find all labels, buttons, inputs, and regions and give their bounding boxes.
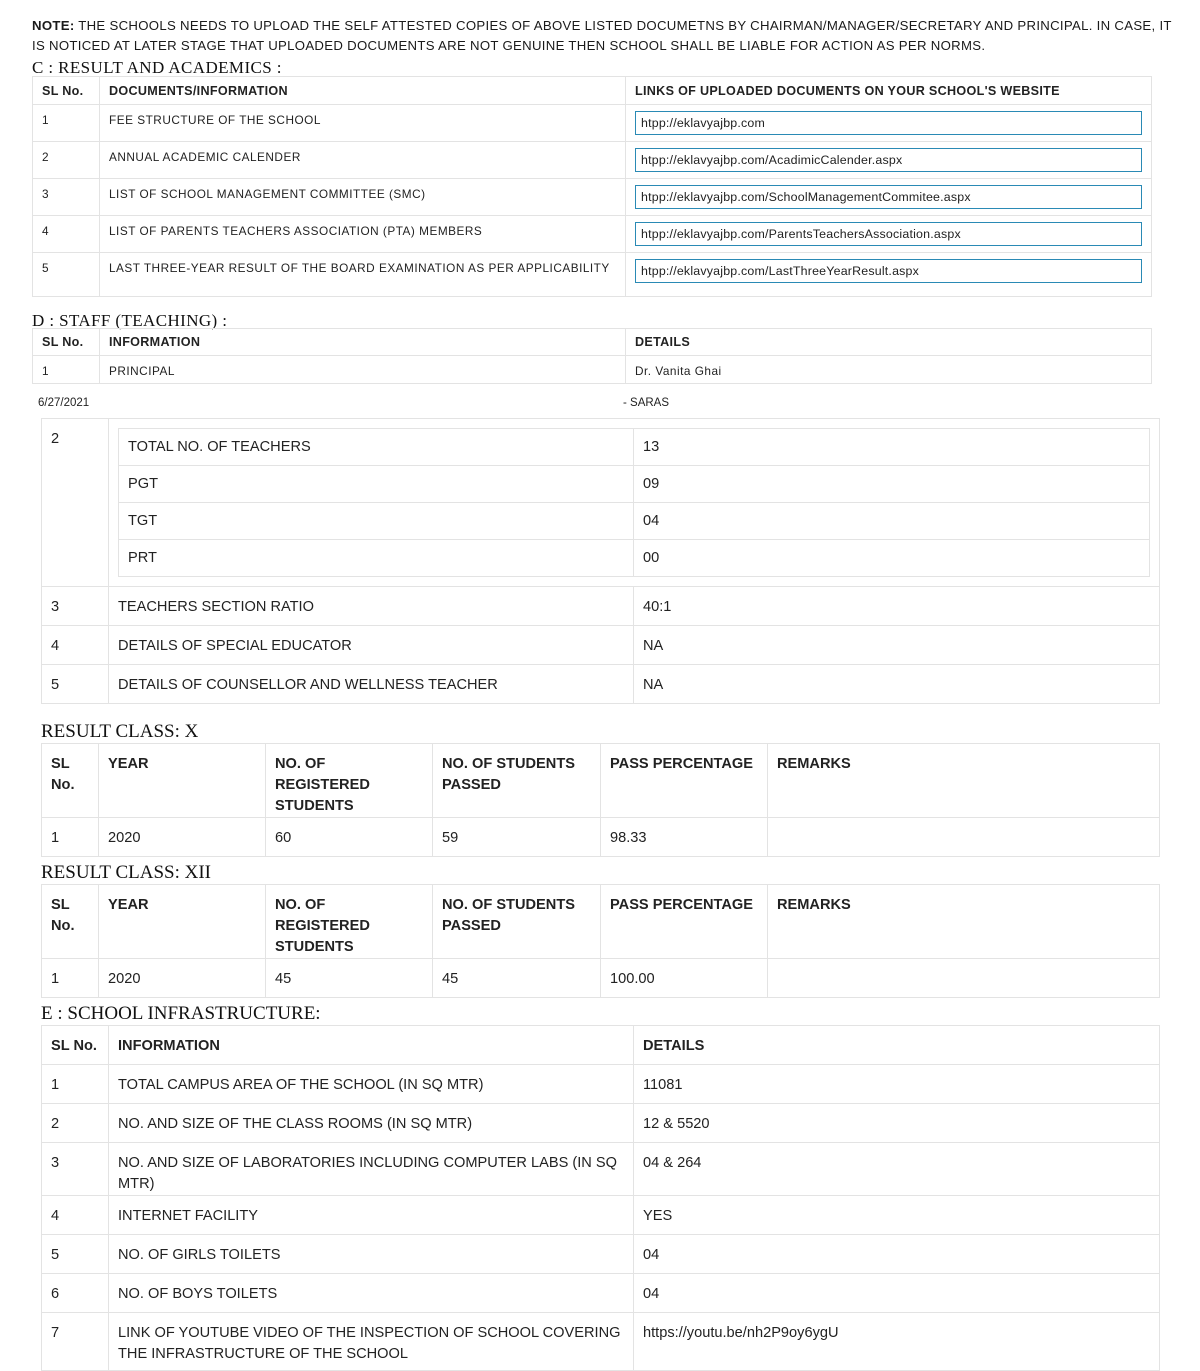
link-field[interactable]: htpp://eklavyajbp.com <box>635 111 1142 135</box>
row-passed: 59 <box>433 818 601 857</box>
note-label: NOTE: <box>32 18 75 33</box>
row-information: NO. AND SIZE OF LABORATORIES INCLUDING COMPUTER LABS (IN SQ MTR) <box>109 1143 634 1196</box>
row-detail: 11081 <box>634 1065 1160 1104</box>
row-sl: 4 <box>42 1196 109 1235</box>
table-row <box>119 429 1150 466</box>
row-year: 2020 <box>99 959 266 998</box>
row-information: DETAILS OF COUNSELLOR AND WELLNESS TEACHER <box>109 665 634 704</box>
col-header-sl: SL No. <box>33 77 100 105</box>
row-registered: 60 <box>266 818 433 857</box>
table-row <box>42 1274 1160 1313</box>
result-class-xii-table <box>41 884 1160 998</box>
row-sl: 1 <box>33 105 100 142</box>
table-row <box>42 626 1160 665</box>
table-row <box>33 216 1152 253</box>
teacher-value: 04 <box>634 503 1150 540</box>
row-detail: 40:1 <box>634 587 1160 626</box>
table-header-row <box>33 329 1152 356</box>
table-row <box>33 142 1152 179</box>
section-e-title: E : SCHOOL INFRASTRUCTURE: <box>41 1003 321 1024</box>
row-sl: 5 <box>42 665 109 704</box>
table-row <box>42 1313 1160 1371</box>
row-information: INTERNET FACILITY <box>109 1196 634 1235</box>
teacher-value: 00 <box>634 540 1150 577</box>
result-class-x-table <box>41 743 1160 857</box>
col-header-passed: NO. OF STUDENTS PASSED <box>433 885 601 959</box>
table-row <box>33 179 1152 216</box>
table-row <box>42 587 1160 626</box>
link-field[interactable]: htpp://eklavyajbp.com/SchoolManagementCommitee.aspx <box>635 185 1142 209</box>
teacher-value: 09 <box>634 466 1150 503</box>
upload-note <box>32 16 1172 56</box>
row-sl: 3 <box>42 1143 109 1196</box>
teacher-label: TOTAL NO. OF TEACHERS <box>119 429 634 466</box>
row-sl: 4 <box>42 626 109 665</box>
row-detail: 04 <box>634 1235 1160 1274</box>
staff-teaching-table-continued <box>41 418 1160 704</box>
col-header-year: YEAR <box>99 744 266 818</box>
col-header-remarks: REMARKS <box>768 744 1160 818</box>
col-header-details: DETAILS <box>634 1026 1160 1065</box>
table-header-row <box>42 744 1160 818</box>
col-header-details: DETAILS <box>626 329 1152 356</box>
table-row <box>33 356 1152 384</box>
row-sl: 1 <box>42 959 99 998</box>
col-header-sl: SL No. <box>42 885 99 959</box>
row-sl: 4 <box>33 216 100 253</box>
col-header-registered: NO. OF REGISTERED STUDENTS <box>266 885 433 959</box>
row-sl: 6 <box>42 1274 109 1313</box>
result-academics-table <box>32 76 1152 297</box>
youtube-link[interactable]: https://youtu.be/nh2P9oy6ygU <box>634 1313 1160 1371</box>
table-row <box>33 253 1152 297</box>
table-row <box>42 959 1160 998</box>
row-sl: 1 <box>42 818 99 857</box>
col-header-remarks: REMARKS <box>768 885 1160 959</box>
teacher-label: PRT <box>119 540 634 577</box>
row-information: LINK OF YOUTUBE VIDEO OF THE INSPECTION OF SCHOOL COVERING THE INFRASTRUCTURE OF THE SCHOOL <box>109 1313 634 1371</box>
teacher-label: PGT <box>119 466 634 503</box>
row-percentage: 98.33 <box>601 818 768 857</box>
row-information: PRINCIPAL <box>100 356 626 384</box>
teachers-count-cell <box>109 419 1160 587</box>
row-detail: NA <box>634 626 1160 665</box>
table-row <box>119 503 1150 540</box>
school-infrastructure-table <box>41 1025 1160 1371</box>
result-xii-title: RESULT CLASS: XII <box>41 862 211 883</box>
teachers-count-table <box>118 428 1150 577</box>
row-sl: 2 <box>42 1104 109 1143</box>
row-information: NO. AND SIZE OF THE CLASS ROOMS (IN SQ MTR) <box>109 1104 634 1143</box>
table-row <box>42 1143 1160 1196</box>
link-field[interactable]: htpp://eklavyajbp.com/LastThreeYearResult.aspx <box>635 259 1142 283</box>
table-header-row <box>33 77 1152 105</box>
row-year: 2020 <box>99 818 266 857</box>
row-sl: 1 <box>33 356 100 384</box>
table-row <box>42 1065 1160 1104</box>
row-information: DETAILS OF SPECIAL EDUCATOR <box>109 626 634 665</box>
row-sl: 7 <box>42 1313 109 1371</box>
table-row <box>42 1196 1160 1235</box>
col-header-registered: NO. OF REGISTERED STUDENTS <box>266 744 433 818</box>
row-information: TEACHERS SECTION RATIO <box>109 587 634 626</box>
table-row <box>42 665 1160 704</box>
col-header-sl: SL No. <box>42 744 99 818</box>
row-document: ANNUAL ACADEMIC CALENDER <box>100 142 626 179</box>
result-x-title: RESULT CLASS: X <box>41 721 199 742</box>
col-header-year: YEAR <box>99 885 266 959</box>
row-information: NO. OF BOYS TOILETS <box>109 1274 634 1313</box>
col-header-information: INFORMATION <box>100 329 626 356</box>
row-sl: 2 <box>42 419 109 587</box>
table-row <box>42 1104 1160 1143</box>
row-passed: 45 <box>433 959 601 998</box>
row-information: NO. OF GIRLS TOILETS <box>109 1235 634 1274</box>
col-header-documents: DOCUMENTS/INFORMATION <box>100 77 626 105</box>
row-sl: 5 <box>42 1235 109 1274</box>
row-detail: 04 & 264 <box>634 1143 1160 1196</box>
table-header-row <box>42 885 1160 959</box>
row-registered: 45 <box>266 959 433 998</box>
teacher-value: 13 <box>634 429 1150 466</box>
section-c-title: C : RESULT AND ACADEMICS : <box>32 58 282 77</box>
row-sl: 3 <box>42 587 109 626</box>
col-header-percentage: PASS PERCENTAGE <box>601 744 768 818</box>
col-header-sl: SL No. <box>42 1026 109 1065</box>
table-row <box>119 540 1150 577</box>
row-detail: 12 & 5520 <box>634 1104 1160 1143</box>
col-header-links: LINKS OF UPLOADED DOCUMENTS ON YOUR SCHOOL'S WEBSITE <box>626 77 1152 105</box>
row-sl: 1 <box>42 1065 109 1104</box>
table-row <box>119 466 1150 503</box>
table-row <box>42 818 1160 857</box>
row-sl: 2 <box>33 142 100 179</box>
col-header-passed: NO. OF STUDENTS PASSED <box>433 744 601 818</box>
col-header-sl: SL No. <box>33 329 100 356</box>
teacher-label: TGT <box>119 503 634 540</box>
row-remarks <box>768 818 1160 857</box>
link-field[interactable]: htpp://eklavyajbp.com/AcadimicCalender.aspx <box>635 148 1142 172</box>
row-detail: Dr. Vanita Ghai <box>626 356 1152 384</box>
row-document: FEE STRUCTURE OF THE SCHOOL <box>100 105 626 142</box>
row-document: LIST OF PARENTS TEACHERS ASSOCIATION (PTA) MEMBERS <box>100 216 626 253</box>
print-date: 6/27/2021 <box>38 397 90 409</box>
row-document: LAST THREE-YEAR RESULT OF THE BOARD EXAMINATION AS PER APPLICABILITY <box>100 253 626 297</box>
note-text: THE SCHOOLS NEEDS TO UPLOAD THE SELF ATTESTED COPIES OF ABOVE LISTED DOCUMETNS BY CHAIRMAN/MANAGER/SECRETARY AND PRINCIPAL. IN CASE, IT IS NOTICED AT LATER STAGE THAT UPLOADED DOCUMENTS ARE NOT GENUINE THEN SCHOOL SHALL BE LIABLE FOR ACTION AS PER NORMS. <box>32 18 1172 53</box>
print-site: - SARAS <box>623 397 670 409</box>
row-sl: 3 <box>33 179 100 216</box>
staff-teaching-table <box>32 328 1152 384</box>
table-row <box>33 105 1152 142</box>
row-detail: 04 <box>634 1274 1160 1313</box>
row-percentage: 100.00 <box>601 959 768 998</box>
row-sl: 5 <box>33 253 100 297</box>
row-information: TOTAL CAMPUS AREA OF THE SCHOOL (IN SQ MTR) <box>109 1065 634 1104</box>
row-remarks <box>768 959 1160 998</box>
table-row <box>42 1235 1160 1274</box>
col-header-information: INFORMATION <box>109 1026 634 1065</box>
row-document: LIST OF SCHOOL MANAGEMENT COMMITTEE (SMC) <box>100 179 626 216</box>
row-detail: NA <box>634 665 1160 704</box>
link-field[interactable]: htpp://eklavyajbp.com/ParentsTeachersAssociation.aspx <box>635 222 1142 246</box>
table-header-row <box>42 1026 1160 1065</box>
section-d-title: D : STAFF (TEACHING) : <box>32 311 228 330</box>
row-detail: YES <box>634 1196 1160 1235</box>
col-header-percentage: PASS PERCENTAGE <box>601 885 768 959</box>
table-row <box>42 419 1160 587</box>
